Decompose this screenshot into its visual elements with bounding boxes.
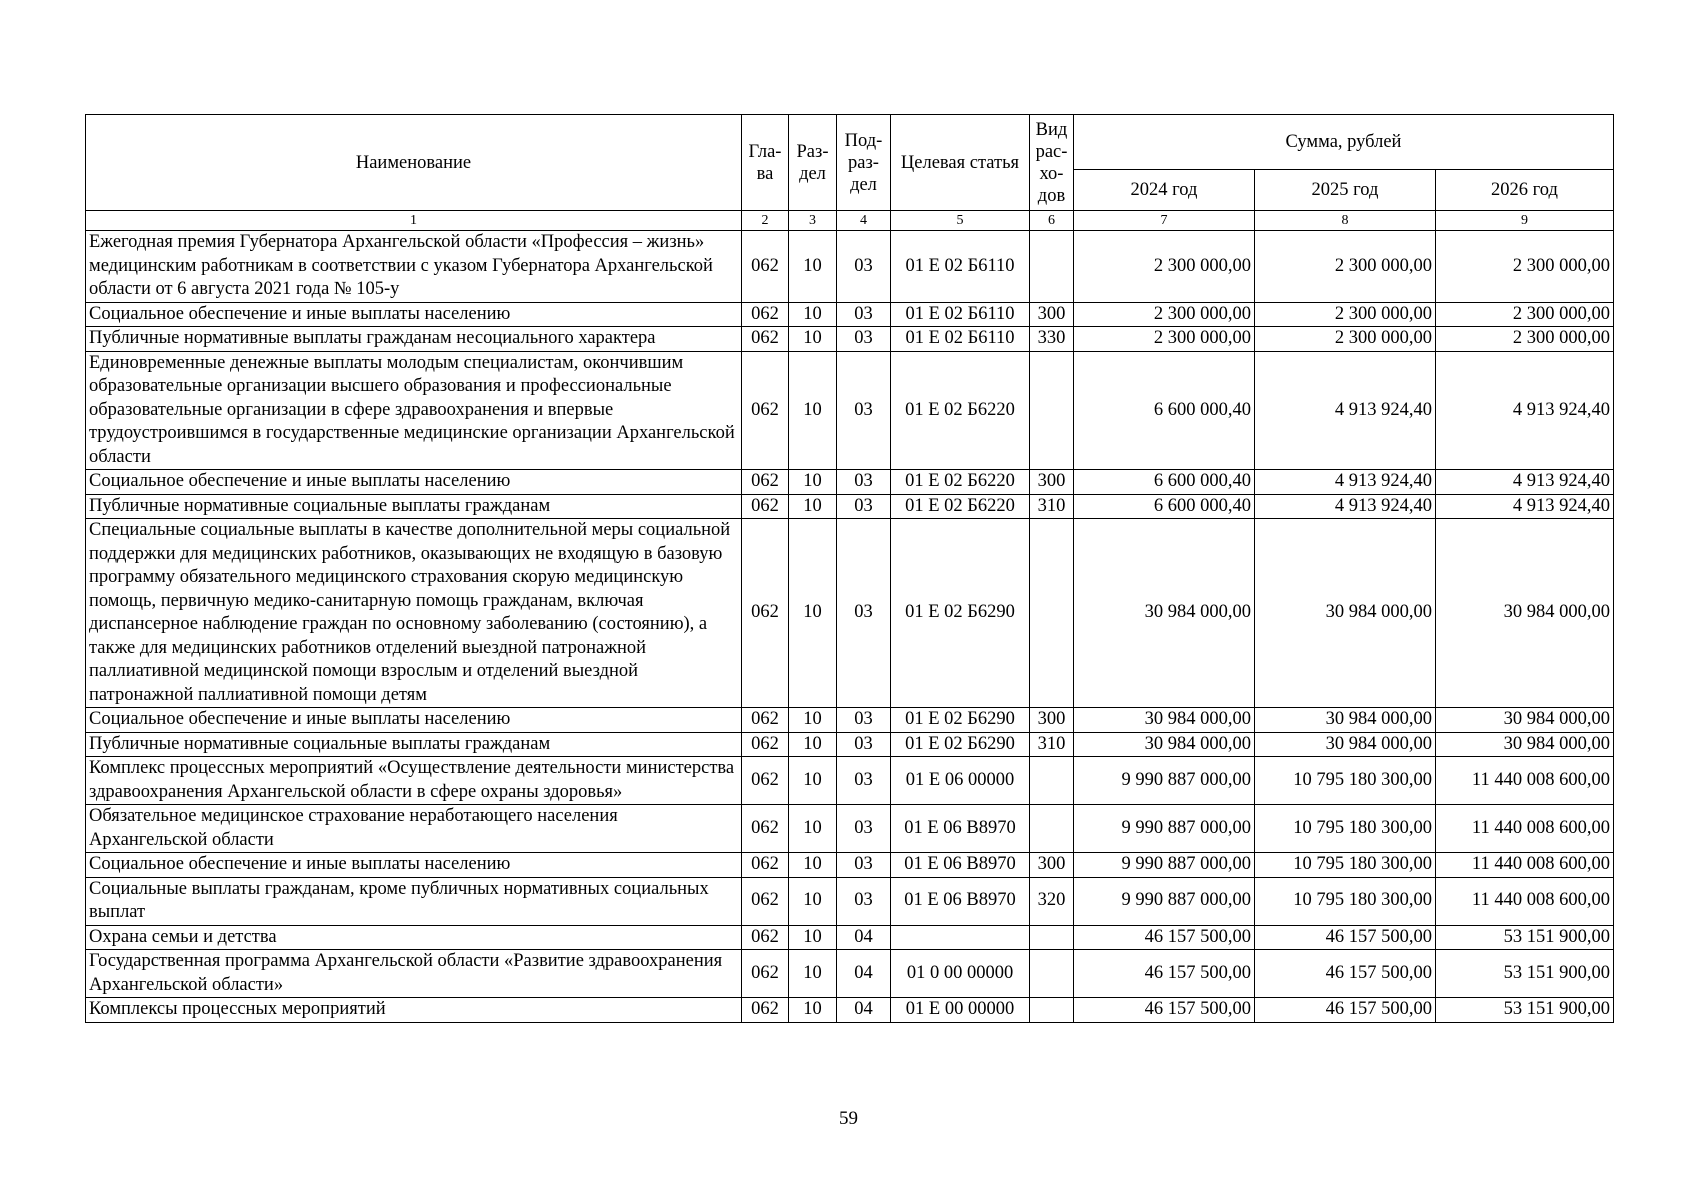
column-number: 1 bbox=[86, 211, 742, 231]
row-vid-rashodov bbox=[1030, 950, 1074, 998]
row-podrazdel: 03 bbox=[837, 470, 891, 495]
row-razdel: 10 bbox=[789, 351, 837, 470]
row-podrazdel: 03 bbox=[837, 732, 891, 757]
row-sum-2026: 53 151 900,00 bbox=[1436, 925, 1614, 950]
column-number: 9 bbox=[1436, 211, 1614, 231]
row-name: Комплекс процессных мероприятий «Осуществление деятельности министерства здравоохранения Архангельской области в сфере охраны здоровья» bbox=[86, 757, 742, 805]
row-vid-rashodov: 330 bbox=[1030, 327, 1074, 352]
row-sum-2024: 30 984 000,00 bbox=[1074, 732, 1255, 757]
row-podrazdel: 03 bbox=[837, 231, 891, 303]
row-name: Государственная программа Архангельской области «Развитие здравоохранения Архангельской области» bbox=[86, 950, 742, 998]
row-razdel: 10 bbox=[789, 470, 837, 495]
row-sum-2024: 2 300 000,00 bbox=[1074, 327, 1255, 352]
table-row bbox=[86, 853, 1614, 878]
row-sum-2026: 11 440 008 600,00 bbox=[1436, 853, 1614, 878]
page-number: 59 bbox=[839, 1108, 858, 1129]
row-name: Социальное обеспечение и иные выплаты населению bbox=[86, 470, 742, 495]
row-razdel: 10 bbox=[789, 757, 837, 805]
row-name: Социальное обеспечение и иные выплаты населению bbox=[86, 853, 742, 878]
row-sum-2025: 4 913 924,40 bbox=[1255, 470, 1436, 495]
row-celevaya-statya: 01 Е 02 Б6110 bbox=[891, 231, 1030, 303]
column-number: 6 bbox=[1030, 211, 1074, 231]
row-glava: 062 bbox=[742, 757, 789, 805]
row-glava: 062 bbox=[742, 302, 789, 327]
row-sum-2025: 2 300 000,00 bbox=[1255, 231, 1436, 303]
table-row bbox=[86, 998, 1614, 1023]
table-row bbox=[86, 950, 1614, 998]
table-row bbox=[86, 877, 1614, 925]
table-row bbox=[86, 708, 1614, 733]
column-number-row bbox=[86, 211, 1614, 231]
row-razdel: 10 bbox=[789, 708, 837, 733]
row-sum-2026: 11 440 008 600,00 bbox=[1436, 877, 1614, 925]
row-name: Обязательное медицинское страхование неработающего населения Архангельской области bbox=[86, 805, 742, 853]
row-name: Публичные нормативные социальные выплаты гражданам bbox=[86, 732, 742, 757]
column-number: 3 bbox=[789, 211, 837, 231]
header-celevaya-statya: Целевая статья bbox=[891, 115, 1030, 211]
column-number: 5 bbox=[891, 211, 1030, 231]
row-sum-2026: 4 913 924,40 bbox=[1436, 494, 1614, 519]
row-vid-rashodov bbox=[1030, 231, 1074, 303]
row-sum-2024: 9 990 887 000,00 bbox=[1074, 877, 1255, 925]
header-year-2025: 2025 год bbox=[1255, 170, 1436, 211]
header-name: Наименование bbox=[86, 115, 742, 211]
row-glava: 062 bbox=[742, 470, 789, 495]
row-name: Публичные нормативные выплаты гражданам несоциального характера bbox=[86, 327, 742, 352]
row-vid-rashodov bbox=[1030, 805, 1074, 853]
row-glava: 062 bbox=[742, 877, 789, 925]
row-sum-2026: 30 984 000,00 bbox=[1436, 732, 1614, 757]
row-vid-rashodov: 300 bbox=[1030, 708, 1074, 733]
row-sum-2025: 2 300 000,00 bbox=[1255, 302, 1436, 327]
row-celevaya-statya bbox=[891, 925, 1030, 950]
row-vid-rashodov bbox=[1030, 998, 1074, 1023]
row-razdel: 10 bbox=[789, 732, 837, 757]
table-row bbox=[86, 351, 1614, 470]
row-celevaya-statya: 01 Е 02 Б6110 bbox=[891, 327, 1030, 352]
row-celevaya-statya: 01 Е 02 Б6110 bbox=[891, 302, 1030, 327]
row-razdel: 10 bbox=[789, 519, 837, 708]
row-podrazdel: 03 bbox=[837, 757, 891, 805]
row-name: Публичные нормативные социальные выплаты гражданам bbox=[86, 494, 742, 519]
row-glava: 062 bbox=[742, 519, 789, 708]
row-sum-2026: 11 440 008 600,00 bbox=[1436, 757, 1614, 805]
header-razdel: Раз-дел bbox=[789, 115, 837, 211]
row-sum-2026: 53 151 900,00 bbox=[1436, 998, 1614, 1023]
row-sum-2025: 30 984 000,00 bbox=[1255, 732, 1436, 757]
row-sum-2024: 46 157 500,00 bbox=[1074, 950, 1255, 998]
row-sum-2024: 30 984 000,00 bbox=[1074, 519, 1255, 708]
row-razdel: 10 bbox=[789, 998, 837, 1023]
row-vid-rashodov: 300 bbox=[1030, 470, 1074, 495]
row-sum-2026: 4 913 924,40 bbox=[1436, 470, 1614, 495]
row-razdel: 10 bbox=[789, 231, 837, 303]
row-sum-2025: 30 984 000,00 bbox=[1255, 708, 1436, 733]
table-row bbox=[86, 757, 1614, 805]
column-number: 7 bbox=[1074, 211, 1255, 231]
row-sum-2026: 4 913 924,40 bbox=[1436, 351, 1614, 470]
row-celevaya-statya: 01 0 00 00000 bbox=[891, 950, 1030, 998]
row-sum-2025: 2 300 000,00 bbox=[1255, 327, 1436, 352]
row-podrazdel: 03 bbox=[837, 327, 891, 352]
row-sum-2026: 53 151 900,00 bbox=[1436, 950, 1614, 998]
row-razdel: 10 bbox=[789, 950, 837, 998]
column-number: 8 bbox=[1255, 211, 1436, 231]
row-sum-2025: 10 795 180 300,00 bbox=[1255, 877, 1436, 925]
header-year-2026: 2026 год bbox=[1436, 170, 1614, 211]
row-sum-2024: 46 157 500,00 bbox=[1074, 998, 1255, 1023]
row-vid-rashodov bbox=[1030, 925, 1074, 950]
row-razdel: 10 bbox=[789, 494, 837, 519]
row-podrazdel: 03 bbox=[837, 302, 891, 327]
row-glava: 062 bbox=[742, 805, 789, 853]
row-name: Единовременные денежные выплаты молодым специалистам, окончившим образовательные организации высшего образования и профессиональные образовательные организации в сфере здравоохранения и впервые трудоустроившимся в государственные медицинские организации Архангельской области bbox=[86, 351, 742, 470]
row-name: Социальные выплаты гражданам, кроме публичных нормативных социальных выплат bbox=[86, 877, 742, 925]
row-podrazdel: 03 bbox=[837, 853, 891, 878]
row-razdel: 10 bbox=[789, 327, 837, 352]
row-podrazdel: 03 bbox=[837, 805, 891, 853]
row-name: Комплексы процессных мероприятий bbox=[86, 998, 742, 1023]
row-vid-rashodov bbox=[1030, 757, 1074, 805]
row-sum-2024: 6 600 000,40 bbox=[1074, 494, 1255, 519]
row-razdel: 10 bbox=[789, 925, 837, 950]
row-vid-rashodov: 310 bbox=[1030, 732, 1074, 757]
row-sum-2025: 4 913 924,40 bbox=[1255, 351, 1436, 470]
row-sum-2025: 46 157 500,00 bbox=[1255, 925, 1436, 950]
table-row bbox=[86, 519, 1614, 708]
row-glava: 062 bbox=[742, 925, 789, 950]
row-vid-rashodov: 300 bbox=[1030, 302, 1074, 327]
row-glava: 062 bbox=[742, 732, 789, 757]
row-sum-2025: 10 795 180 300,00 bbox=[1255, 805, 1436, 853]
row-razdel: 10 bbox=[789, 877, 837, 925]
table-body bbox=[86, 231, 1614, 1023]
row-vid-rashodov: 320 bbox=[1030, 877, 1074, 925]
row-name: Социальное обеспечение и иные выплаты населению bbox=[86, 708, 742, 733]
row-glava: 062 bbox=[742, 950, 789, 998]
column-number: 4 bbox=[837, 211, 891, 231]
header-podrazdel: Под-раз-дел bbox=[837, 115, 891, 211]
row-podrazdel: 03 bbox=[837, 351, 891, 470]
header-vid-rashodov: Вид рас-хо-дов bbox=[1030, 115, 1074, 211]
row-name: Социальное обеспечение и иные выплаты населению bbox=[86, 302, 742, 327]
row-razdel: 10 bbox=[789, 853, 837, 878]
row-sum-2026: 30 984 000,00 bbox=[1436, 708, 1614, 733]
row-name: Специальные социальные выплаты в качестве дополнительной меры социальной поддержки для медицинских работников, оказывающих не входящую в базовую программу обязательного медицинского страхования скорую медицинскую помощь, первичную медико-санитарную помощь гражданам, включая диспансерное наблюдение граждан по основному заболеванию (состоянию), а также для медицинских работников отделений выездной патронажной паллиативной медицинской помощи взрослым и отделений выездной патронажной паллиативной помощи детям bbox=[86, 519, 742, 708]
row-glava: 062 bbox=[742, 351, 789, 470]
row-sum-2026: 11 440 008 600,00 bbox=[1436, 805, 1614, 853]
table-row bbox=[86, 327, 1614, 352]
row-sum-2025: 30 984 000,00 bbox=[1255, 519, 1436, 708]
table-row bbox=[86, 732, 1614, 757]
row-razdel: 10 bbox=[789, 302, 837, 327]
table-row bbox=[86, 494, 1614, 519]
row-glava: 062 bbox=[742, 708, 789, 733]
row-sum-2024: 2 300 000,00 bbox=[1074, 302, 1255, 327]
row-sum-2025: 4 913 924,40 bbox=[1255, 494, 1436, 519]
row-podrazdel: 04 bbox=[837, 998, 891, 1023]
row-sum-2025: 10 795 180 300,00 bbox=[1255, 757, 1436, 805]
row-sum-2026: 2 300 000,00 bbox=[1436, 327, 1614, 352]
row-sum-2024: 6 600 000,40 bbox=[1074, 470, 1255, 495]
row-sum-2024: 46 157 500,00 bbox=[1074, 925, 1255, 950]
row-sum-2024: 9 990 887 000,00 bbox=[1074, 805, 1255, 853]
table-row bbox=[86, 805, 1614, 853]
row-sum-2025: 10 795 180 300,00 bbox=[1255, 853, 1436, 878]
row-glava: 062 bbox=[742, 494, 789, 519]
row-name: Охрана семьи и детства bbox=[86, 925, 742, 950]
row-vid-rashodov: 310 bbox=[1030, 494, 1074, 519]
header-glava: Гла-ва bbox=[742, 115, 789, 211]
column-number: 2 bbox=[742, 211, 789, 231]
row-podrazdel: 03 bbox=[837, 519, 891, 708]
row-glava: 062 bbox=[742, 231, 789, 303]
row-glava: 062 bbox=[742, 853, 789, 878]
row-celevaya-statya: 01 Е 02 Б6220 bbox=[891, 494, 1030, 519]
header-summa: Сумма, рублей bbox=[1074, 115, 1614, 170]
row-celevaya-statya: 01 Е 02 Б6220 bbox=[891, 351, 1030, 470]
row-podrazdel: 03 bbox=[837, 494, 891, 519]
row-podrazdel: 03 bbox=[837, 877, 891, 925]
row-sum-2026: 30 984 000,00 bbox=[1436, 519, 1614, 708]
row-vid-rashodov bbox=[1030, 519, 1074, 708]
row-sum-2025: 46 157 500,00 bbox=[1255, 950, 1436, 998]
table-row bbox=[86, 925, 1614, 950]
row-celevaya-statya: 01 Е 02 Б6290 bbox=[891, 708, 1030, 733]
row-celevaya-statya: 01 Е 06 00000 bbox=[891, 757, 1030, 805]
budget-table bbox=[85, 114, 1614, 1023]
row-podrazdel: 04 bbox=[837, 950, 891, 998]
row-name: Ежегодная премия Губернатора Архангельской области «Профессия – жизнь» медицинским работникам в соответствии с указом Губернатора Архангельской области от 6 августа 2021 года № 105-у bbox=[86, 231, 742, 303]
row-celevaya-statya: 01 Е 02 Б6220 bbox=[891, 470, 1030, 495]
table-header bbox=[86, 115, 1614, 231]
row-glava: 062 bbox=[742, 327, 789, 352]
row-celevaya-statya: 01 Е 06 В8970 bbox=[891, 805, 1030, 853]
row-podrazdel: 03 bbox=[837, 708, 891, 733]
row-celevaya-statya: 01 Е 06 В8970 bbox=[891, 853, 1030, 878]
row-sum-2024: 2 300 000,00 bbox=[1074, 231, 1255, 303]
row-podrazdel: 04 bbox=[837, 925, 891, 950]
row-sum-2025: 46 157 500,00 bbox=[1255, 998, 1436, 1023]
row-sum-2024: 9 990 887 000,00 bbox=[1074, 757, 1255, 805]
row-sum-2026: 2 300 000,00 bbox=[1436, 302, 1614, 327]
row-celevaya-statya: 01 Е 02 Б6290 bbox=[891, 519, 1030, 708]
row-razdel: 10 bbox=[789, 805, 837, 853]
header-year-2024: 2024 год bbox=[1074, 170, 1255, 211]
row-sum-2024: 6 600 000,40 bbox=[1074, 351, 1255, 470]
row-vid-rashodov: 300 bbox=[1030, 853, 1074, 878]
row-celevaya-statya: 01 Е 06 В8970 bbox=[891, 877, 1030, 925]
table-row bbox=[86, 231, 1614, 303]
row-vid-rashodov bbox=[1030, 351, 1074, 470]
row-sum-2026: 2 300 000,00 bbox=[1436, 231, 1614, 303]
table-row bbox=[86, 470, 1614, 495]
row-sum-2024: 9 990 887 000,00 bbox=[1074, 853, 1255, 878]
row-celevaya-statya: 01 Е 00 00000 bbox=[891, 998, 1030, 1023]
table-row bbox=[86, 302, 1614, 327]
row-sum-2024: 30 984 000,00 bbox=[1074, 708, 1255, 733]
row-celevaya-statya: 01 Е 02 Б6290 bbox=[891, 732, 1030, 757]
row-glava: 062 bbox=[742, 998, 789, 1023]
